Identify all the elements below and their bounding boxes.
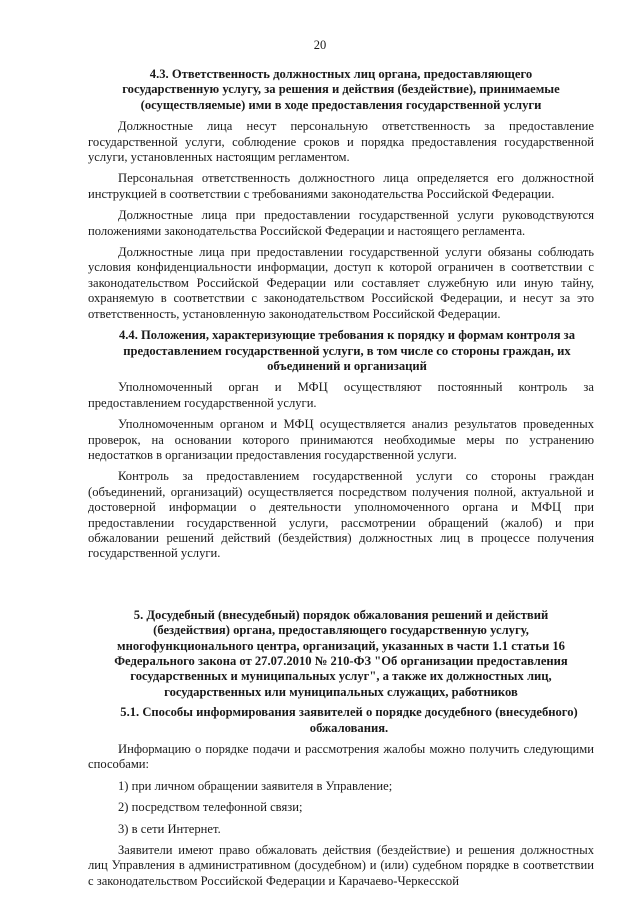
- document-body: [88, 67, 594, 889]
- page-number: 20: [313, 38, 327, 52]
- list-item: 2) посредством телефонной связи;: [118, 800, 303, 815]
- paragraph: Персональная ответственность должностного лица определяется его должностной инструкцией в соответствии с требованиями законодательства Российской Федерации.: [88, 171, 594, 201]
- section-4-4-heading: 4.4. Положения, характеризующие требования к порядку и формам контроля за предоставлением государственной услуги, в том числе со стороны граждан, их объединений и организаций: [118, 328, 576, 373]
- paragraph: Уполномоченным органом и МФЦ осуществляется анализ результатов проведенных проверок, на основании которого принимаются необходимые меры по устранению недостатков в организации предоставления государственной услуги.: [88, 417, 594, 462]
- paragraph: Должностные лица при предоставлении государственной услуги руководствуются положениями законодательства Российской Федерации и настоящего регламента.: [88, 208, 594, 238]
- paragraph: Уполномоченный орган и МФЦ осуществляют постоянный контроль за предоставлением государственной услуги.: [88, 380, 594, 410]
- paragraph: Контроль за предоставлением государственной услуги со стороны граждан (объединений, организаций) осуществляется посредством получения полной, актуальной и достоверной информации о деятельности уполномоченного органа и МФЦ при предоставлении государственной услуги, рассмотрении обращений (жалоб) и при обжаловании решений действий (бездействия) должностных лиц в процессе получения государственной услуги.: [88, 469, 594, 561]
- list-item: 1) при личном обращении заявителя в Управление;: [118, 778, 393, 793]
- paragraph: Заявители имеют право обжаловать действия (бездействие) и решения должностных лиц Управления в административном (досудебном) и (или) судебном порядке в соответствии с законодательством Российской Федерации и Карачаево-Черкесской: [88, 843, 594, 888]
- list-item: 3) в сети Интернет.: [118, 821, 221, 836]
- section-5-1-heading: 5.1. Способы информирования заявителей о порядке досудебного (внесудебного) обжалования.: [120, 705, 578, 735]
- section-5-heading: 5. Досудебный (внесудебный) порядок обжалования решений и действий (бездействия) органа, предоставляющего государственную услугу, многофункционального центра, организаций, указанных в части 1.1 статьи 16 Федерального закона от 27.07.2010 № 210-ФЗ "Об организации предоставления государственных и муниципальных услуг", а также их должностных лиц, государственных или муниципальных служащих, работников: [114, 607, 568, 699]
- paragraph: Должностные лица при предоставлении государственной услуги обязаны соблюдать условия конфиденциальности информации, доступ к которой ограничен в соответствии с законодательством Российской Федерации или составляет служебную или иную тайну, охраняемую в соответствии с законодательством Российской Федерации, и несут за это ответственность, установленную законодательством Российской Федерации.: [88, 245, 594, 321]
- section-4-3-heading: 4.3. Ответственность должностных лиц органа, предоставляющего государственную услугу, за решения и действия (бездействие), принимаемые (осуществляемые) ими в ходе предоставления государственной услуги: [122, 67, 560, 112]
- paragraph: Информацию о порядке подачи и рассмотрения жалобы можно получить следующими способами:: [88, 742, 594, 772]
- paragraph: Должностные лица несут персональную ответственность за предоставление государственной услуги, соблюдение сроков и порядка предоставления государственной услуги, установленных настоящим регламентом.: [88, 119, 594, 165]
